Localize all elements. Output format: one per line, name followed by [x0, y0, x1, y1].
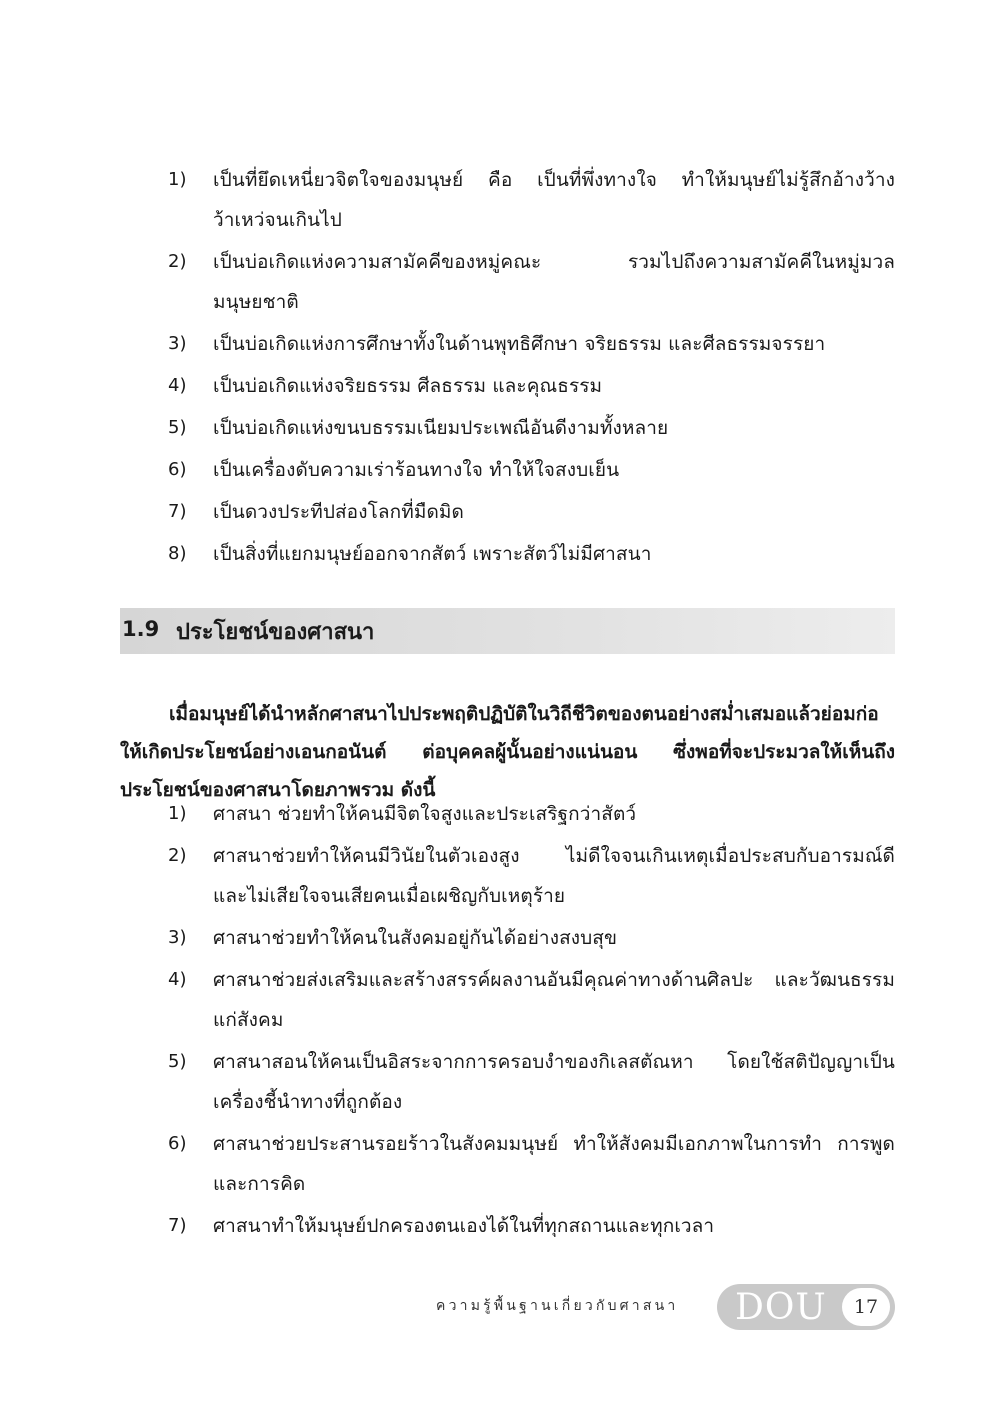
item-text: เป็นบ่อเกิดแห่งการศึกษาทั้งในด้านพุทธิศึกษา จริยธรรม และศีลธรรมจรรยา [213, 333, 826, 355]
list-item [0, 1042, 1000, 1122]
item-number: 1) [168, 803, 187, 824]
list-item [0, 408, 1000, 448]
item-number: 5) [168, 1051, 187, 1072]
function-list [0, 160, 1000, 576]
list-item [0, 534, 1000, 574]
list-item [0, 960, 1000, 1040]
item-text: เป็นดวงประทีปส่องโลกที่มืดมิด [213, 501, 464, 523]
list-item [0, 450, 1000, 490]
item-text: เป็นที่ยึดเหนี่ยวจิตใจของมนุษย์ คือ เป็นที่พึ่งทางใจ ทำให้มนุษย์ไม่รู้สึกอ้างว้าง ว้าเหว่จนเกินไป [213, 169, 895, 231]
item-number: 6) [168, 1133, 187, 1154]
item-number: 4) [168, 375, 187, 396]
item-text: ศาสนาสอนให้คนเป็นอิสระจากการครอบงำของกิเลสตัณหา โดยใช้สติปัญญาเป็นเครื่องชี้นำทางที่ถูกต้อง [213, 1051, 895, 1113]
dou-logo-text: DOU [735, 1287, 827, 1328]
item-text: ศาสนาช่วยทำให้คนมีวินัยในตัวเองสูง ไม่ดีใจจนเกินเหตุเมื่อประสบกับอารมณ์ดี และไม่เสียใจจนเสียคนเมื่อเผชิญกับเหตุร้าย [213, 845, 895, 907]
list-item [0, 324, 1000, 364]
item-number: 6) [168, 459, 187, 480]
item-text: เป็นสิ่งที่แยกมนุษย์ออกจากสัตว์ เพราะสัตว์ไม่มีศาสนา [213, 543, 652, 565]
item-number: 1) [168, 169, 187, 190]
list-item [0, 366, 1000, 406]
item-number: 2) [168, 251, 187, 272]
benefit-list [0, 794, 1000, 1248]
list-item [0, 242, 1000, 322]
item-text: เป็นบ่อเกิดแห่งขนบธรรมเนียมประเพณีอันดีงามทั้งหลาย [213, 417, 669, 439]
item-text: ศาสนาช่วยทำให้คนในสังคมอยู่กันได้อย่างสงบสุข [213, 927, 618, 949]
list-item [0, 160, 1000, 240]
item-text: ศาสนาช่วยประสานรอยร้าวในสังคมมนุษย์ ทำให้สังคมมีเอกภาพในการทำ การพูดและการคิด [213, 1133, 895, 1195]
item-number: 5) [168, 417, 187, 438]
item-text: เป็นบ่อเกิดแห่งความสามัคคีของหมู่คณะ รวมไปถึงความสามัคคีในหมู่มวลมนุษยชาติ [213, 251, 895, 313]
item-text: ศาสนา ช่วยทำให้คนมีจิตใจสูงและประเสริฐกว่าสัตว์ [213, 803, 637, 825]
item-number: 3) [168, 927, 187, 948]
list-item [0, 1124, 1000, 1204]
dou-logo-badge [717, 1284, 895, 1330]
running-title: ความรู้พื้นฐานเกี่ยวกับศาสนา [436, 1298, 679, 1314]
page-number-circle [842, 1288, 890, 1326]
item-number: 8) [168, 543, 187, 564]
intro-paragraph: เมื่อมนุษย์ได้นำหลักศาสนาไปประพฤติปฏิบัติในวิถีชีวิตของตนอย่างสม่ำเสมอแล้วย่อมก่อให้เกิดประโยชน์อย่างเอนกอนันต์ ต่อบุคคลผู้นั้นอย่างแน่นอน ซึ่งพอที่จะประมวลให้เห็นถึงประโยชน์ของศาสนาโดยภาพรวม ดังนี้ [120, 703, 895, 801]
list-item [0, 1206, 1000, 1246]
item-text: ศาสนาช่วยส่งเสริมและสร้างสรรค์ผลงานอันมีคุณค่าทางด้านศิลปะ และวัฒนธรรมแก่สังคม [213, 969, 895, 1031]
item-number: 2) [168, 845, 187, 866]
item-text: เป็นบ่อเกิดแห่งจริยธรรม ศีลธรรม และคุณธรรม [213, 375, 603, 397]
item-number: 7) [168, 1215, 187, 1236]
list-item [0, 918, 1000, 958]
section-number: 1.9 [122, 617, 160, 641]
list-item [0, 794, 1000, 834]
list-item [0, 836, 1000, 916]
item-number: 7) [168, 501, 187, 522]
page-number: 17 [853, 1296, 879, 1318]
section-title: ประโยชน์ของศาสนา [176, 620, 375, 645]
item-number: 3) [168, 333, 187, 354]
item-text: ศาสนาทำให้มนุษย์ปกครองตนเองได้ในที่ทุกสถานและทุกเวลา [213, 1215, 715, 1237]
list-item [0, 492, 1000, 532]
item-text: เป็นเครื่องดับความเร่าร้อนทางใจ ทำให้ใจสงบเย็น [213, 459, 620, 481]
item-number: 4) [168, 969, 187, 990]
